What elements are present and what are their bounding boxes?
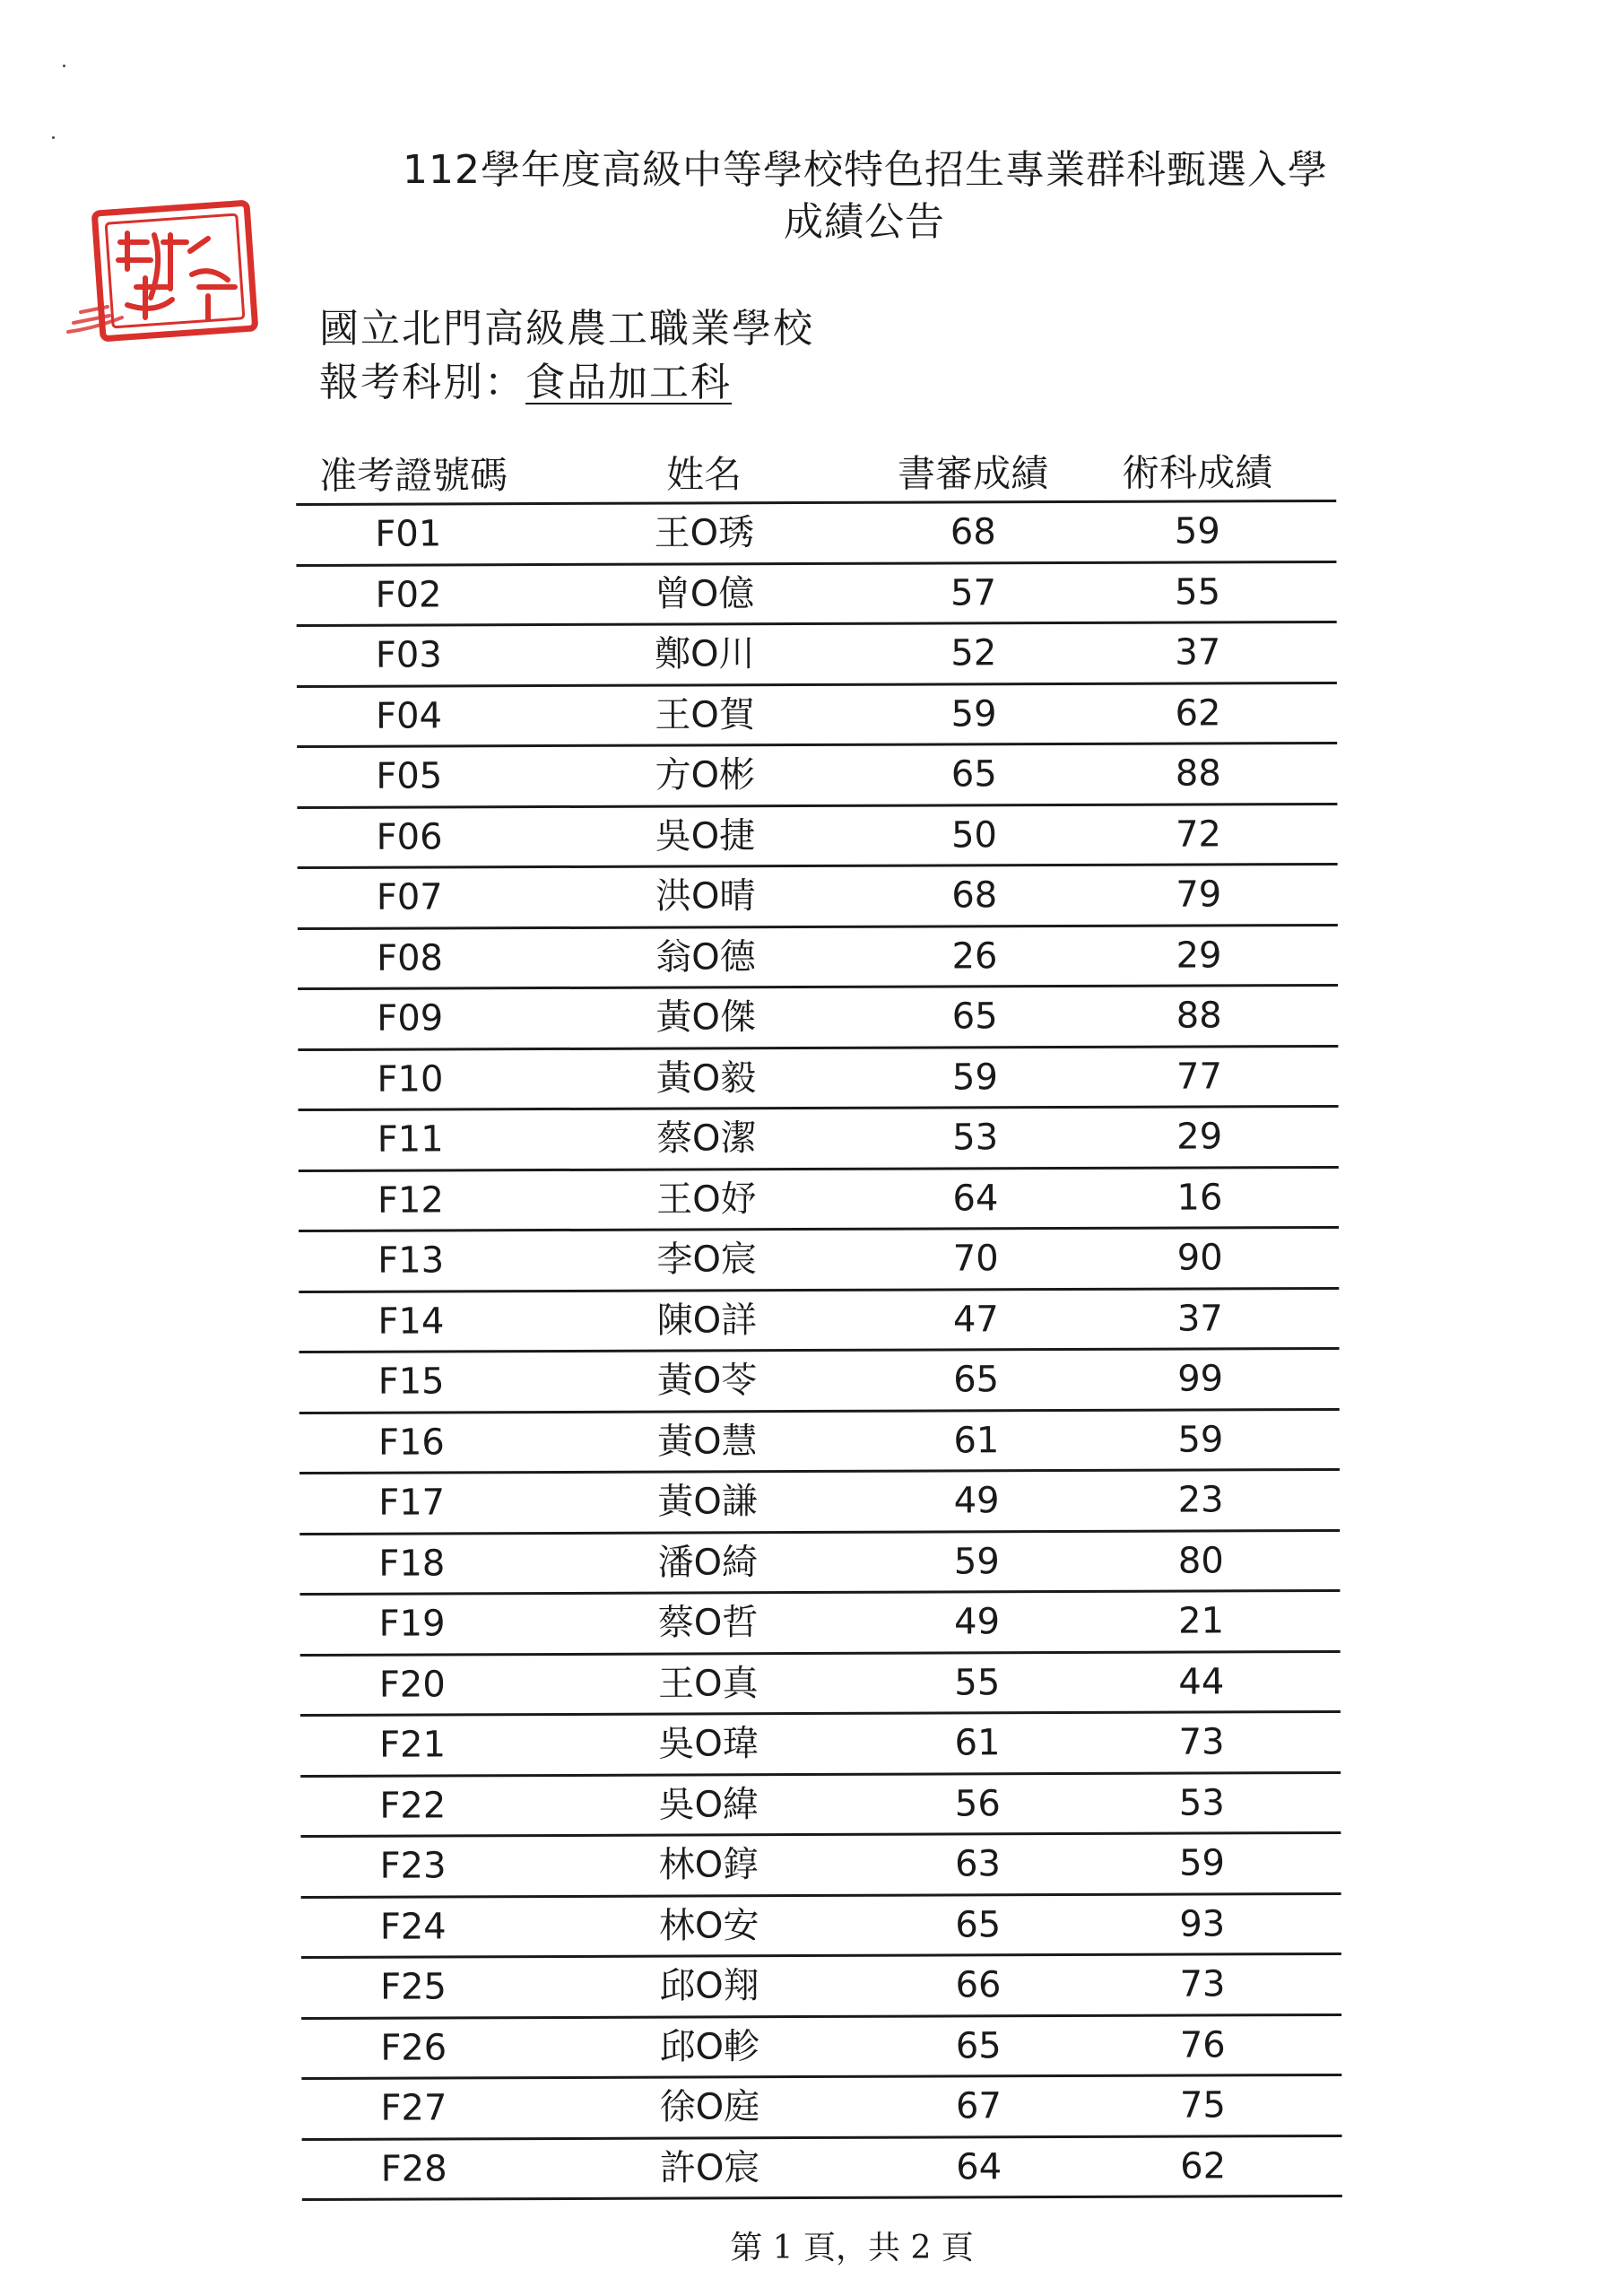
row-practical-score: 29: [1176, 1116, 1223, 1158]
row-name: 王O賀: [655, 693, 755, 736]
row-id: F26: [380, 2027, 447, 2069]
row-id: F09: [377, 997, 444, 1039]
row-name: 方O彬: [655, 754, 756, 796]
row-name: 林O錞: [658, 1844, 759, 1886]
row-practical-score: 62: [1180, 2145, 1227, 2187]
row-practical-score: 16: [1176, 1177, 1223, 1219]
table-row: [301, 2076, 1341, 2141]
row-practical-score: 29: [1176, 935, 1222, 977]
row-practical-score: 62: [1175, 692, 1221, 735]
row-name: 洪O晴: [655, 875, 756, 918]
row-practical-score: 99: [1177, 1358, 1224, 1400]
row-practical-score: 23: [1177, 1479, 1224, 1521]
row-name: 吳O捷: [655, 814, 756, 857]
row-name: 李O宸: [656, 1239, 757, 1281]
row-review-score: 70: [952, 1238, 999, 1280]
row-id: F23: [379, 1845, 447, 1887]
row-name: 徐O庭: [659, 2086, 760, 2128]
table-row: [299, 1410, 1340, 1474]
row-name: 曾O億: [654, 572, 755, 615]
row-name: 吳O瑋: [658, 1723, 759, 1765]
row-practical-score: 88: [1176, 995, 1222, 1037]
row-review-score: 47: [952, 1299, 999, 1341]
row-name: 黃O慧: [657, 1420, 758, 1463]
row-review-score: 56: [954, 1783, 1001, 1825]
row-id: F25: [379, 1966, 447, 2008]
row-review-score: 68: [950, 511, 996, 553]
row-id: F14: [378, 1300, 445, 1343]
row-practical-score: 76: [1179, 2024, 1226, 2066]
row-id: F02: [375, 574, 442, 616]
row-practical-score: 21: [1178, 1600, 1225, 1642]
row-practical-score: 73: [1179, 1963, 1226, 2005]
row-id: F18: [378, 1543, 446, 1585]
row-review-score: 65: [955, 1904, 1002, 1946]
row-practical-score: 37: [1176, 1298, 1223, 1340]
score-table: [296, 445, 1342, 2201]
row-review-score: 52: [950, 632, 997, 674]
table-row: [297, 744, 1337, 809]
table-row: [297, 623, 1337, 688]
row-id: F28: [380, 2148, 447, 2190]
row-name: 林O安: [658, 1904, 759, 1947]
school-name: 國立北門高級農工職業學校: [319, 306, 814, 352]
table-row: [298, 926, 1338, 990]
page-subtitle: 成績公告: [784, 199, 945, 245]
row-id: F20: [378, 1664, 446, 1706]
row-review-score: 61: [954, 1722, 1001, 1764]
row-id: F13: [378, 1239, 445, 1282]
row-review-score: 64: [956, 2146, 1002, 2188]
row-name: 潘O綺: [657, 1541, 759, 1584]
table-row: [299, 1289, 1339, 1353]
table-row: [297, 683, 1337, 748]
row-id: F01: [375, 513, 442, 555]
row-name: 王O琇: [654, 512, 755, 554]
row-name: 蔡O哲: [657, 1602, 759, 1644]
row-practical-score: 77: [1176, 1056, 1222, 1098]
row-name: 邱O翔: [659, 1965, 759, 2007]
table-row: [300, 1713, 1341, 1778]
table-header-row: [296, 445, 1336, 506]
row-id: F17: [378, 1482, 446, 1524]
column-header-id: 准考證號碼: [319, 452, 508, 498]
department-value: 食品加工科: [525, 360, 732, 405]
row-review-score: 59: [953, 1541, 1000, 1583]
table-row: [298, 1047, 1338, 1111]
row-id: F08: [376, 937, 444, 979]
row-id: F05: [376, 755, 443, 797]
column-header-practical-score: 術科成績: [1121, 449, 1273, 495]
row-name: 黃O謙: [657, 1481, 758, 1523]
table-row: [296, 502, 1336, 567]
row-review-score: 65: [950, 753, 997, 796]
row-practical-score: 88: [1175, 752, 1221, 795]
scan-speck: [52, 136, 55, 139]
row-id: F16: [378, 1422, 445, 1464]
row-name: 黃O苓: [656, 1360, 758, 1402]
row-review-score: 63: [954, 1843, 1002, 1885]
table-row: [299, 1350, 1340, 1414]
row-practical-score: 75: [1179, 2084, 1226, 2126]
table-row: [300, 1652, 1341, 1717]
column-header-name: 姓名: [666, 451, 742, 497]
row-practical-score: 72: [1175, 813, 1222, 856]
row-review-score: 26: [951, 935, 998, 978]
row-id: F06: [376, 816, 443, 858]
row-name: 黃O毅: [655, 1057, 757, 1100]
row-review-score: 61: [953, 1420, 1000, 1462]
scan-speck: [63, 65, 65, 67]
table-row: [301, 1955, 1341, 2020]
table-row: [299, 1108, 1339, 1172]
row-name: 邱O軫: [659, 2025, 760, 2068]
row-review-score: 65: [951, 996, 998, 1038]
department-label: 報考科別：: [319, 360, 525, 405]
page-number: 第 1 頁，共 2 頁: [730, 2230, 974, 2266]
row-id: F07: [376, 876, 443, 918]
row-name: 許O宸: [659, 2146, 760, 2189]
row-id: F10: [377, 1058, 444, 1100]
row-review-score: 49: [953, 1480, 1000, 1522]
row-id: F21: [379, 1724, 447, 1766]
table-row: [301, 1894, 1341, 1959]
row-name: 吳O緯: [658, 1783, 759, 1826]
row-practical-score: 37: [1175, 631, 1221, 674]
row-name: 翁O德: [655, 935, 756, 978]
table-row: [299, 1531, 1340, 1596]
row-practical-score: 93: [1179, 1903, 1226, 1945]
row-review-score: 68: [951, 874, 998, 917]
row-practical-score: 90: [1176, 1237, 1223, 1279]
table-row: [297, 804, 1337, 869]
official-seal-stamp: [65, 188, 289, 350]
row-practical-score: 55: [1175, 571, 1221, 613]
row-id: F11: [377, 1118, 444, 1161]
row-practical-score: 44: [1178, 1661, 1225, 1703]
page-title: 112學年度高級中等學校特色招生專業群科甄選入學: [403, 147, 1328, 193]
table-row: [301, 2015, 1341, 2080]
row-practical-score: 80: [1177, 1540, 1224, 1582]
row-practical-score: 79: [1176, 874, 1222, 916]
row-name: 王O妤: [656, 1178, 757, 1221]
row-name: 黃O傑: [655, 996, 757, 1039]
table-row: [298, 865, 1338, 930]
row-review-score: 53: [952, 1117, 999, 1159]
row-id: F04: [376, 695, 443, 737]
row-practical-score: 59: [1177, 1419, 1224, 1461]
row-review-score: 67: [955, 2085, 1002, 2127]
row-id: F22: [379, 1785, 447, 1827]
row-id: F27: [380, 2087, 447, 2129]
row-practical-score: 59: [1178, 1842, 1226, 1884]
row-review-score: 66: [955, 1964, 1002, 2006]
row-name: 鄭O川: [654, 633, 755, 675]
table-row: [299, 1592, 1340, 1657]
row-practical-score: 73: [1178, 1721, 1225, 1763]
row-practical-score: 59: [1174, 510, 1220, 552]
row-name: 陳O詳: [656, 1299, 758, 1342]
column-header-review-score: 書審成績: [897, 450, 1049, 496]
row-review-score: 50: [950, 814, 998, 857]
row-review-score: 64: [952, 1178, 999, 1220]
department-line: [319, 350, 732, 407]
row-name: 蔡O潔: [655, 1118, 757, 1160]
row-review-score: 59: [951, 1057, 998, 1099]
table-row: [299, 1471, 1340, 1535]
table-row: [299, 1229, 1339, 1293]
row-id: F15: [378, 1361, 445, 1403]
row-review-score: 49: [954, 1601, 1001, 1643]
row-practical-score: 53: [1178, 1782, 1225, 1824]
table-row: [300, 1773, 1341, 1838]
row-id: F24: [379, 1906, 447, 1948]
row-id: F19: [378, 1603, 446, 1645]
row-id: F03: [375, 634, 442, 676]
row-review-score: 57: [950, 572, 997, 614]
row-name: 王O真: [657, 1662, 759, 1705]
row-review-score: 65: [953, 1359, 1000, 1401]
table-row: [296, 562, 1336, 627]
table-row: [299, 1168, 1339, 1232]
table-row: [298, 987, 1338, 1051]
row-review-score: 65: [955, 2025, 1002, 2067]
table-row: [302, 2136, 1342, 2201]
table-row: [300, 1834, 1341, 1899]
row-review-score: 55: [954, 1662, 1001, 1704]
row-id: F12: [377, 1179, 444, 1222]
row-review-score: 59: [950, 693, 997, 735]
